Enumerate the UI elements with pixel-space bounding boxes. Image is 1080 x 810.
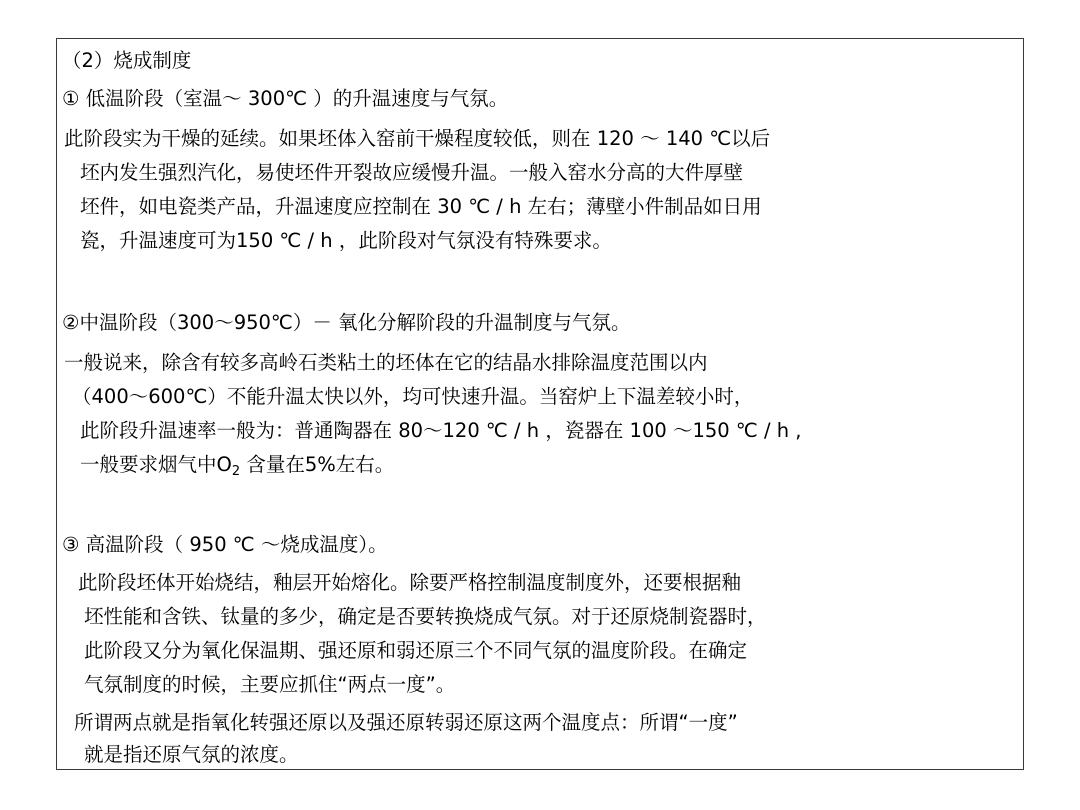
stage2-line-4-post: 含量在5%左右。: [240, 453, 395, 476]
stage3-line-3: 此阶段又分为氧化保温期、强还原和弱还原三个不同气氛的温度阶段。在确定: [84, 639, 748, 662]
stage2-line-3: 此阶段升温速率一般为：普通陶器在 80～120 ℃ / h ，瓷器在 100 ～150 ℃ / h ,: [80, 419, 802, 442]
stage1-line-4: 瓷，升温速度可为150 ℃ / h ，此阶段对气氛没有特殊要求。: [80, 229, 612, 252]
stage3-title: ③ 高温阶段（ 950 ℃ ～烧成温度）。: [62, 533, 388, 556]
stage3-line-4: 气氛制度的时候，主要应抓住“两点一度”。: [84, 673, 456, 696]
stage1-line-2: 坯内发生强烈汽化，易使坯件开裂故应缓慢升温。一般入窑水分高的大件厚壁: [80, 161, 744, 184]
stage1-title: ① 低温阶段（室温～ 300℃ ）的升温速度与气氛。: [62, 87, 509, 110]
stage2-line-2: （400～600℃）不能升温太快以外，均可快速升温。当窑炉上下温差较小时，: [72, 385, 754, 408]
o2-subscript: 2: [231, 464, 241, 479]
stage2-line-4: [80, 451, 394, 479]
stage3-note-line-1: 所谓两点就是指氧化转强还原以及强还原转弱还原这两个温度点：所谓“一度”: [74, 711, 738, 734]
stage1-line-3: 坯件，如电瓷类产品，升温速度应控制在 30 ℃ / h 左右；薄壁小件制品如日用: [80, 195, 762, 218]
stage2-line-4-pre: 一般要求烟气中O: [80, 453, 232, 476]
stage3-note-line-2: 就是指还原气氛的浓度。: [84, 743, 299, 766]
stage2-title: ②中温阶段（300～950℃）－ 氧化分解阶段的升温制度与气氛。: [62, 311, 631, 334]
section-heading: （2）烧成制度: [62, 49, 192, 72]
stage2-line-1: 一般说来，除含有较多高岭石类粘土的坯体在它的结晶水排除温度范围以内: [64, 351, 708, 374]
stage3-line-2: 坯性能和含铁、钛量的多少，确定是否要转换烧成气氛。对于还原烧制瓷器时，: [84, 605, 767, 628]
stage3-line-1: 此阶段坯体开始烧结，釉层开始熔化。除要严格控制温度制度外，还要根据釉: [78, 571, 742, 594]
stage1-line-1: 此阶段实为干燥的延续。如果坯体入窑前干燥程度较低，则在 120 ～ 140 ℃以后: [64, 127, 771, 150]
